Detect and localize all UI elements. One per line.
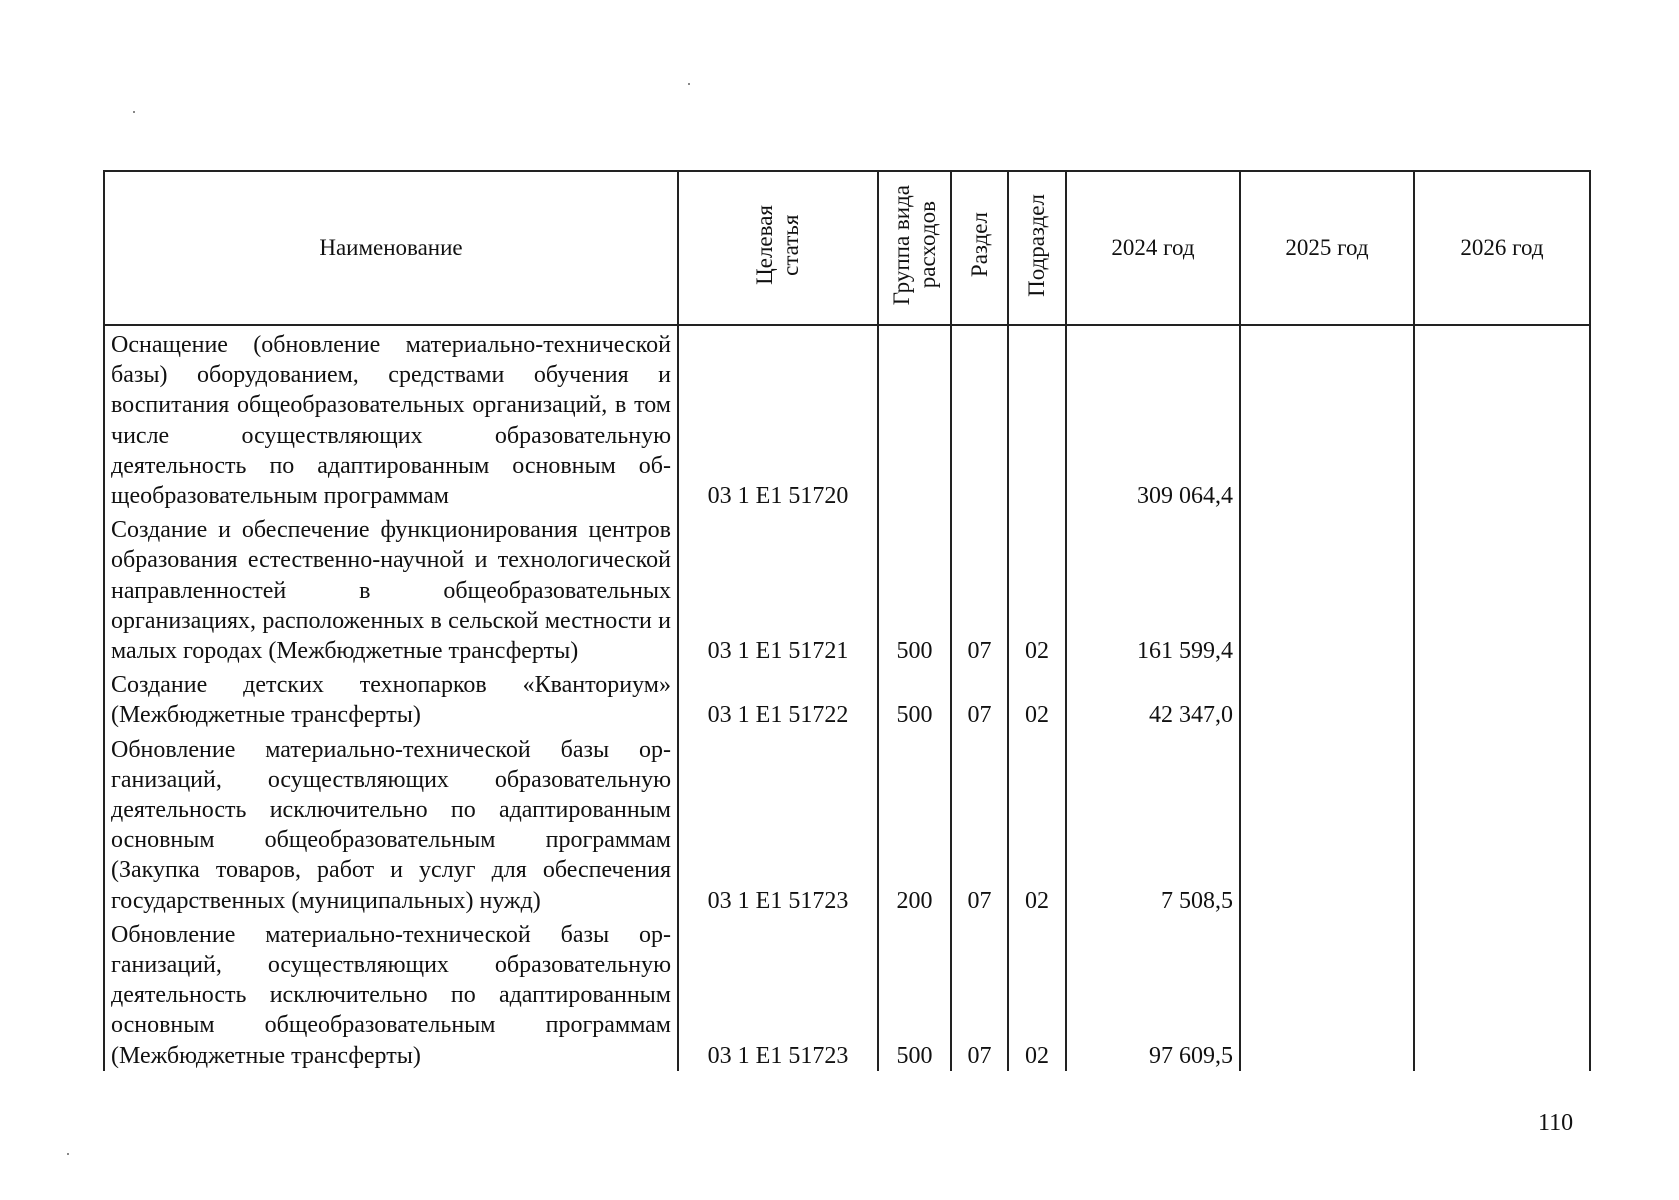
- row-target-article: 03 1 Е1 51722: [678, 666, 878, 730]
- scan-speck: [133, 111, 135, 113]
- row-section: 07: [951, 511, 1008, 666]
- header-row: [104, 171, 1590, 325]
- row-name: Обновление материально-технической базы организаций, осуществляющих образовательную деятельность исключительно по адаптированным основным общеобразовательным программам (Закупка товаров, работ и услуг для обеспечения государственных (муниципальных) нужд): [104, 731, 678, 916]
- row-2026: [1414, 666, 1590, 730]
- row-name: Оснащение (обновление материально-технической базы) оборудованием, средствами обучения и воспитания общеобразовательных организаций, в том числе осуществляющих образовательную деятельность по адаптированным основным общеобразовательным программам: [104, 325, 678, 511]
- row-target-article: 03 1 Е1 51723: [678, 731, 878, 916]
- row-target-article: 03 1 Е1 51723: [678, 916, 878, 1071]
- row-2025: [1240, 666, 1414, 730]
- row-expense-group: 500: [878, 666, 951, 730]
- row-subsection: 02: [1008, 916, 1066, 1071]
- row-2026: [1414, 916, 1590, 1071]
- header-expense-group: Группа вида расходов: [878, 171, 951, 325]
- header-target-article: Целевая статья: [678, 171, 878, 325]
- row-target-article: 03 1 Е1 51720: [678, 325, 878, 511]
- row-name: Обновление материально-технической базы организаций, осуществляющих образовательную деятельность исключительно по адаптированным основным общеобразовательным программам (Межбюджетные трансферты): [104, 916, 678, 1071]
- row-2024: 309 064,4: [1066, 325, 1240, 511]
- row-section: 07: [951, 916, 1008, 1071]
- budget-table: [103, 170, 1591, 1071]
- table-row: [104, 325, 1590, 511]
- row-target-article: 03 1 Е1 51721: [678, 511, 878, 666]
- scan-speck: [688, 83, 690, 85]
- table-row: [104, 916, 1590, 1071]
- row-2024: 42 347,0: [1066, 666, 1240, 730]
- row-expense-group: 500: [878, 916, 951, 1071]
- row-2024: 97 609,5: [1066, 916, 1240, 1071]
- table-row: [104, 731, 1590, 916]
- header-2024: 2024 год: [1066, 171, 1240, 325]
- page-number: 110: [1538, 1110, 1574, 1136]
- header-2026: 2026 год: [1414, 171, 1590, 325]
- row-expense-group: [878, 325, 951, 511]
- row-2024: 7 508,5: [1066, 731, 1240, 916]
- row-subsection: 02: [1008, 731, 1066, 916]
- table-row: [104, 511, 1590, 666]
- header-section: Раздел: [951, 171, 1008, 325]
- row-2026: [1414, 511, 1590, 666]
- row-2025: [1240, 731, 1414, 916]
- header-subsection: Подраздел: [1008, 171, 1066, 325]
- header-2025: 2025 год: [1240, 171, 1414, 325]
- row-subsection: 02: [1008, 666, 1066, 730]
- row-section: [951, 325, 1008, 511]
- row-subsection: 02: [1008, 511, 1066, 666]
- row-2026: [1414, 731, 1590, 916]
- row-expense-group: 200: [878, 731, 951, 916]
- row-2024: 161 599,4: [1066, 511, 1240, 666]
- row-subsection: [1008, 325, 1066, 511]
- row-2025: [1240, 325, 1414, 511]
- table-row: [104, 666, 1590, 730]
- row-name: Создание детских технопарков «Кванториум» (Межбюджетные трансферты): [104, 666, 678, 730]
- row-section: 07: [951, 731, 1008, 916]
- row-2025: [1240, 916, 1414, 1071]
- row-name: Создание и обеспечение функционирования центров образования естественно-научной и технологической направленностей в общеобразовательных организациях, расположенных в сельской местности и малых городах (Межбюджетные трансферты): [104, 511, 678, 666]
- row-expense-group: 500: [878, 511, 951, 666]
- row-2026: [1414, 325, 1590, 511]
- scan-speck: [67, 1153, 69, 1155]
- row-section: 07: [951, 666, 1008, 730]
- row-2025: [1240, 511, 1414, 666]
- header-name: Наименование: [104, 171, 678, 325]
